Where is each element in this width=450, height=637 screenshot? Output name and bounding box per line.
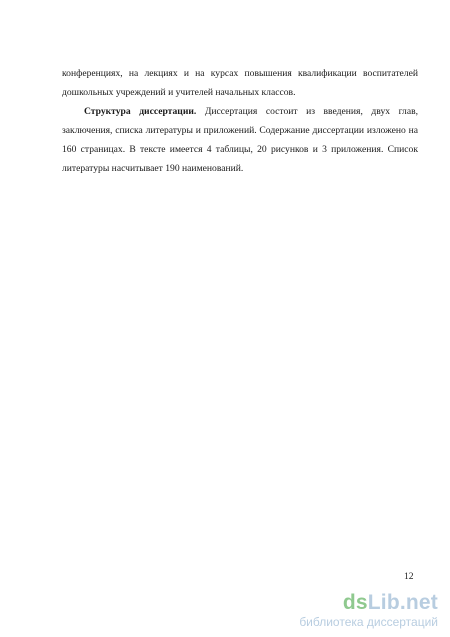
paragraph-structure [62, 102, 418, 178]
paragraph-continuation: конференциях, на лекциях и на курсах повышения квалификации воспитателей дошкольных учреждений и учителей начальных классов. [62, 68, 418, 98]
paragraph-lead-bold: Структура диссертации. [84, 106, 197, 117]
watermark [299, 592, 438, 629]
body-text [62, 64, 418, 178]
logo-net: .net [399, 591, 438, 614]
logo-ds: ds [342, 591, 368, 614]
dslib-logo [299, 592, 438, 614]
watermark-tagline: библиотека диссертаций [299, 615, 438, 629]
logo-lib: Lib [367, 591, 400, 614]
paragraph-body: Диссертация состоит из введения, двух глав, заключения, списка литературы и приложений. Содержание диссертации изложено на 160 страницах. В тексте имеется 4 таблицы, 20 рисунков и 3 приложения. Список литературы насчитывает 190 наименований. [62, 106, 419, 174]
page-number: 12 [404, 571, 414, 582]
